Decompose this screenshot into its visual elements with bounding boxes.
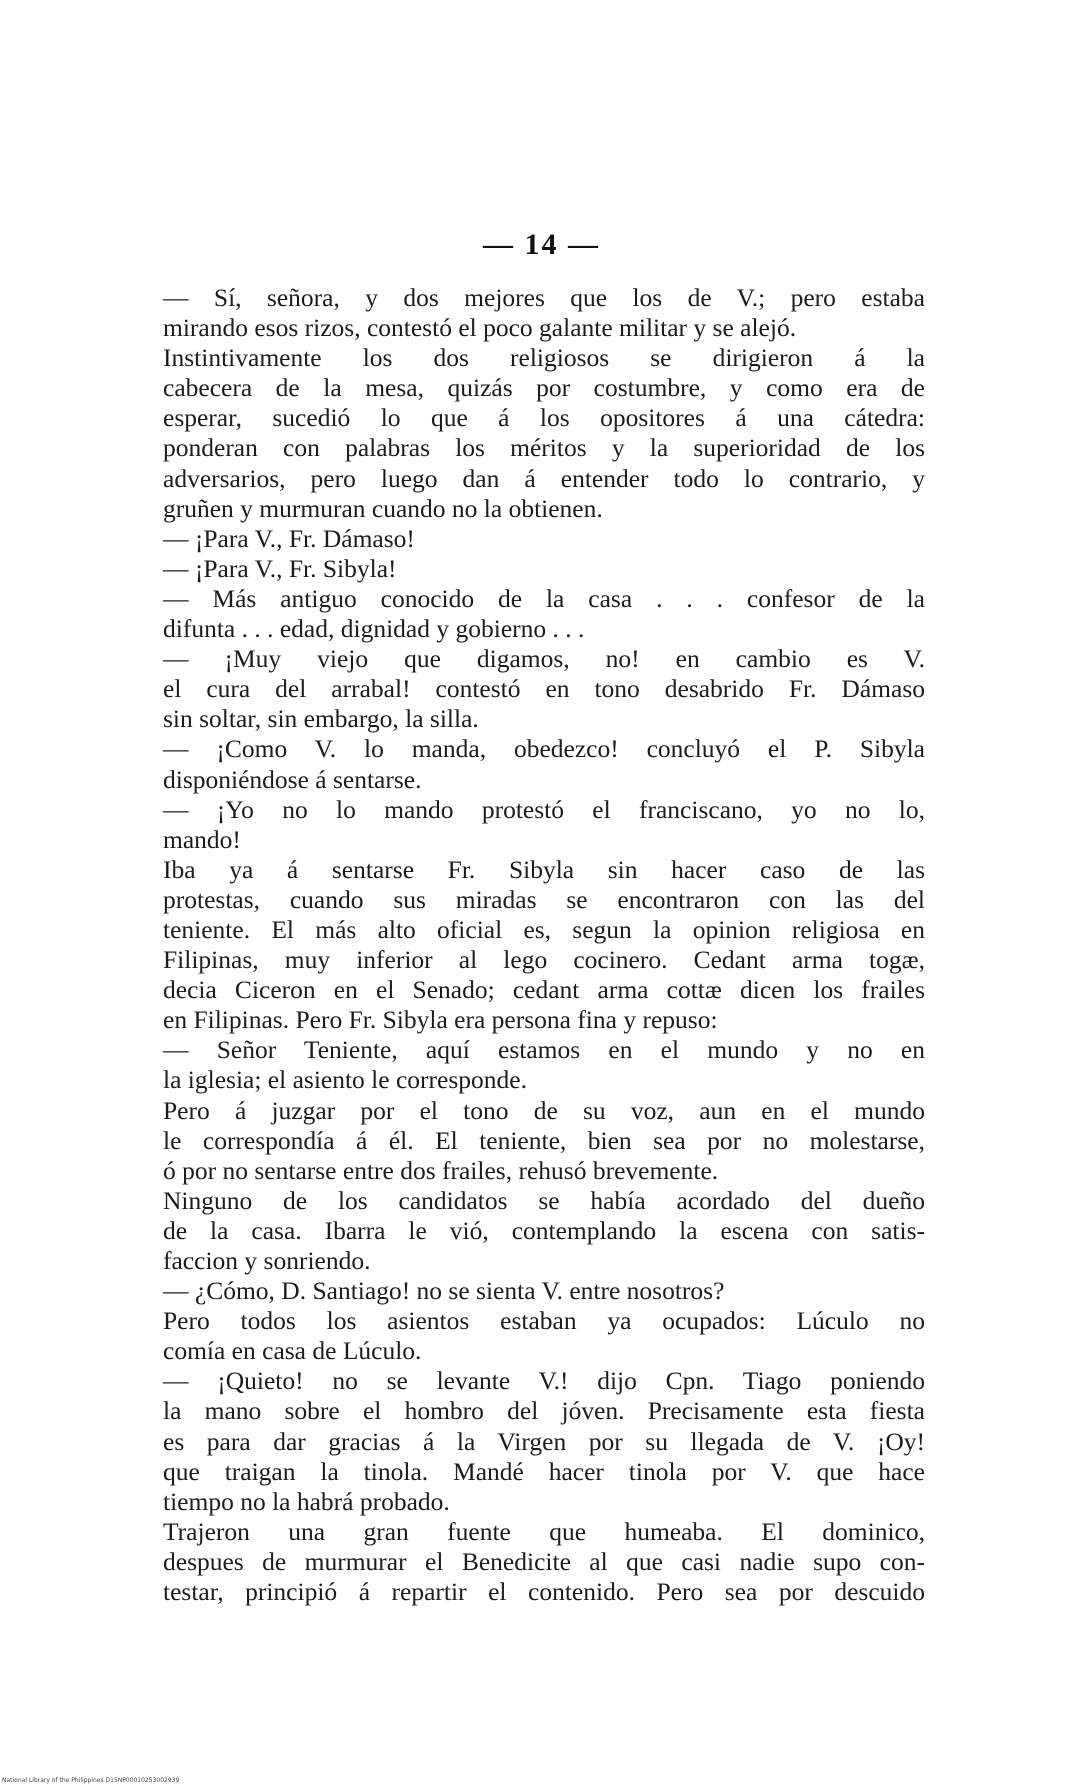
text-line: — ¡Para V., Fr. Sibyla! <box>163 553 397 583</box>
text-line: Pero á juzgar por el tono de su voz, aun en el mundo <box>163 1095 925 1125</box>
body-text <box>163 283 925 1607</box>
text-line: decia Ciceron en el Senado; cedant arma cottæ dicen los frailes <box>163 975 925 1005</box>
text-line: que traigan la tinola. Mandé hacer tinola por V. que hace <box>163 1456 925 1486</box>
text-line: el cura del arrabal! contestó en tono desabrido Fr. Dámaso <box>163 674 925 704</box>
text-line: — ¡Yo no lo mando protestó el franciscano, yo no lo, <box>163 794 925 824</box>
text-line: Iba ya á sentarse Fr. Sibyla sin hacer caso de las <box>163 854 925 884</box>
text-line: — Sí, señora, y dos mejores que los de V.; pero estaba <box>163 283 925 312</box>
text-line: es para dar gracias á la Virgen por su llegada de V. ¡Oy! <box>163 1426 925 1456</box>
page-number: — 14 — <box>483 228 600 261</box>
text-line: testar, principió á repartir el contenido. Pero sea por descuido <box>163 1577 925 1607</box>
text-line: — ¡Muy viejo que digamos, no! en cambio es V. <box>163 644 925 674</box>
text-line: faccion y sonriendo. <box>163 1246 371 1275</box>
text-line: Instintivamente los dos religiosos se dirigieron á la <box>163 343 925 373</box>
text-line: la iglesia; el asiento le corresponde. <box>163 1065 527 1095</box>
text-line: Filipinas, muy inferior al lego cocinero. Cedant arma togæ, <box>163 945 925 975</box>
text-line: gruñen y murmuran cuando no la obtienen. <box>163 493 603 523</box>
text-line: comía en casa de Lúculo. <box>163 1336 422 1366</box>
text-line: despues de murmurar el Benedicite al que casi nadie supo con- <box>163 1546 925 1576</box>
text-line: cabecera de la mesa, quizás por costumbre, y como era de <box>163 373 925 403</box>
text-line: la mano sobre el hombro del jóven. Precisamente esta fiesta <box>163 1396 925 1426</box>
text-line: — ¡Como V. lo manda, obedezco! concluyó el P. Sibyla <box>163 734 925 764</box>
text-line: protestas, cuando sus miradas se encontraron con las del <box>163 884 925 914</box>
text-line: adversarios, pero luego dan á entender todo lo contrario, y <box>163 463 925 493</box>
text-line: teniente. El más alto oficial es, segun la opinion religiosa en <box>163 914 925 944</box>
text-line: disponiéndose á sentarse. <box>163 764 422 794</box>
text-line: Pero todos los asientos estaban ya ocupados: Lúculo no <box>163 1306 925 1336</box>
text-line: — ¡Para V., Fr. Dámaso! <box>163 523 415 553</box>
text-line: de la casa. Ibarra le vió, contemplando la escena con satis- <box>163 1215 925 1245</box>
text-line: sin soltar, sin embargo, la silla. <box>163 704 479 734</box>
text-line: le correspondía á él. El teniente, bien sea por no molestarse, <box>163 1125 925 1155</box>
text-line: ó por no sentarse entre dos frailes, rehusó brevemente. <box>163 1155 719 1185</box>
text-line: — ¡Quieto! no se levante V.! dijo Cpn. Tiago poniendo <box>163 1366 925 1396</box>
text-line: — Señor Teniente, aquí estamos en el mundo y no en <box>163 1035 925 1065</box>
text-line: mando! <box>163 824 241 854</box>
text-line: mirando esos rizos, contestó el poco galante militar y se alejó. <box>163 313 797 343</box>
text-line: difunta . . . edad, dignidad y gobierno . . . <box>163 614 585 644</box>
text-line: — Más antiguo conocido de la casa . . . confesor de la <box>163 583 925 613</box>
text-line: Ninguno de los candidatos se había acordado del dueño <box>163 1185 925 1215</box>
text-line: esperar, sucedió lo que á los opositores á una cátedra: <box>163 403 925 433</box>
text-line: tiempo no la habrá probado. <box>163 1486 450 1516</box>
text-line: ponderan con palabras los méritos y la superioridad de los <box>163 433 925 463</box>
text-line: en Filipinas. Pero Fr. Sibyla era persona fina y repuso: <box>163 1005 718 1035</box>
text-line: Trajeron una gran fuente que humeaba. El dominico, <box>163 1516 925 1546</box>
library-footer: National Library of the Philippines D15NP00010253002939 <box>2 1777 180 1784</box>
text-line: — ¿Cómo, D. Santiago! no se sienta V. entre nosotros? <box>163 1276 725 1306</box>
